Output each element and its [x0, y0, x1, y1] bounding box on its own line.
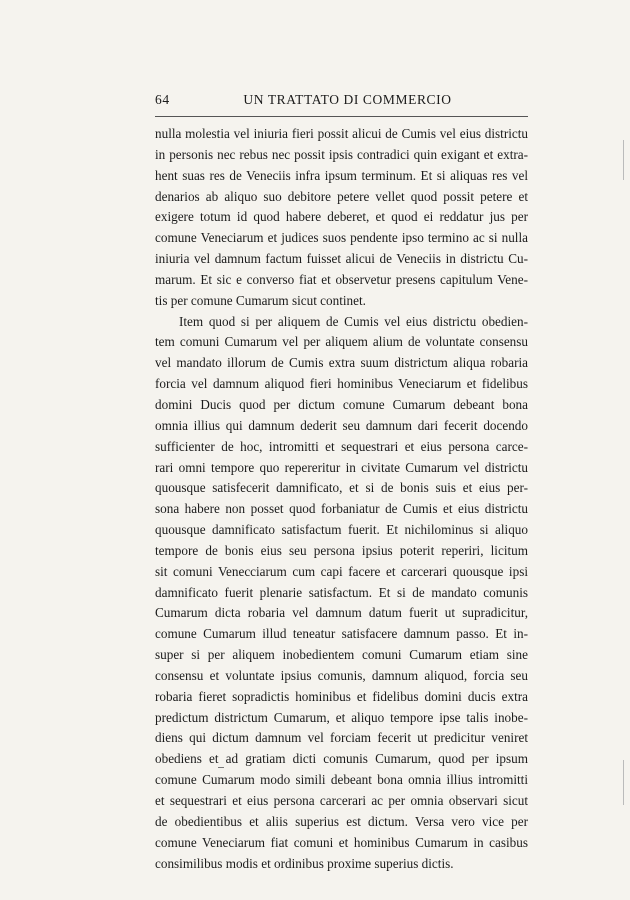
text-line: iniuria vel damnum factum fuisset alicui de Veneciis in districtu Cu- [155, 251, 528, 267]
text-line: et sequestrari et eius persona carcerari ac per omnia observari sicut [155, 793, 528, 808]
text-line: comune Cumarum illud teneatur satisfacere damnum passo. Et in- [155, 626, 528, 642]
text-line: exigere totum id quod habere deberet, et quod ei reddatur jus per [155, 209, 528, 225]
text-line: sit comuni Venecciarum cum capi facere et carcerari quousque ipsi [155, 563, 528, 579]
running-title: UN TRATTATO DI COMMERCIO [243, 92, 452, 107]
text-line: marum. Et sic e converso fiat et observetur presens capitulum Vene- [155, 271, 528, 287]
page-number: 64 [155, 92, 170, 107]
text-line: quousque satisfecerit damnificato, et si de bonis suis et eius per- [155, 480, 528, 496]
text-line: tis per comune Cumarum sicut continet. [155, 292, 366, 308]
paragraph [155, 124, 528, 312]
text-line: forcia vel damnum aliquod fieri hominibus Veneciarum et fidelibus [155, 376, 528, 392]
text-line: omnia illius qui damnum dederit seu damnum dari fecerit docendo [155, 417, 528, 433]
text-line: consimilibus modis et ordinibus proxime superius dictis. [155, 855, 454, 871]
text-line: nulla molestia vel iniuria fieri possit alicui de Cumis vel eius districtu [155, 126, 528, 141]
running-head [155, 92, 528, 110]
text-line: rari omni tempore quo repereritur in civitate Cumarum vel districtu [155, 459, 528, 475]
text-line: Cumarum dicta robaria vel damnum datum fuerit ut supradicitur, [155, 605, 528, 621]
text-line: robaria fieret sopradictis hominibus et fidelibus domini ducis extra [155, 688, 528, 704]
header-rule [155, 116, 528, 117]
text-line: tempore de bonis eius seu persona ipsius poterit reperiri, licitum [155, 542, 528, 558]
text-line: comune Cumarum modo simili debeant bona omnia illius intromitti [155, 772, 528, 788]
text-line: comune Veneciarum fiat comuni et hominibus Cumarum in casibus [155, 834, 528, 850]
text-line: diens qui dictum damnum vel forciam fecerit ut predicitur veniret [155, 730, 528, 746]
text-line: hent suas res de Veneciis infra ipsum terminum. Et si aliquas res vel [155, 167, 528, 183]
text-line: sufficienter de hoc, intromitti et sequestrari et eius persona carce- [155, 438, 528, 454]
text-line: comune Veneciarum et judices suos pendente ipso termino ac si nulla [155, 230, 528, 246]
stray-mark [218, 767, 224, 768]
text-line: damnificato fuerit plenarie satisfactum. Et si de mandato comunis [155, 584, 528, 600]
text-line: quousque damnificato satisfactum fuerit. Et nichilominus si aliquo [155, 522, 528, 538]
text-line: obediens et ad gratiam dicti comunis Cumarum, quod per ipsum [155, 751, 528, 767]
scan-edge-mark [623, 140, 624, 180]
text-line: vel mandato illorum de Cumis extra suum districtum aliqua robaria [155, 355, 528, 371]
text-line: in personis nec rebus nec possit ipsis contradici quin exigant et extra- [155, 146, 528, 162]
paragraph [155, 312, 528, 875]
text-line: predictum districtum Cumarum, et aliquo tempore ipse talis inobe- [155, 709, 528, 725]
text-line: consensu et voluntate ipsius comunis, damnum aliquod, forcia seu [155, 667, 528, 683]
text-line: tem comuni Cumarum vel per aliquem alium de voluntate consensu [155, 334, 528, 350]
text-line: Item quod si per aliquem de Cumis vel eius districtu obedien- [179, 313, 528, 329]
text-line: domini Ducis quod per dictum comune Cumarum debeant bona [155, 396, 528, 412]
text-line: super si per aliquem inobedientem comuni Cumarum etiam sine [155, 647, 528, 663]
text-line: denarios ab aliquo suo debitore petere vellet quod possit petere et [155, 188, 528, 204]
text-line: de obedientibus et aliis superius est dictum. Versa vero vice per [155, 813, 528, 829]
body-text [155, 124, 528, 874]
scan-edge-mark [623, 760, 624, 805]
text-line: sona habere non posset quod forbaniatur de Cumis et eius districtu [155, 501, 528, 517]
